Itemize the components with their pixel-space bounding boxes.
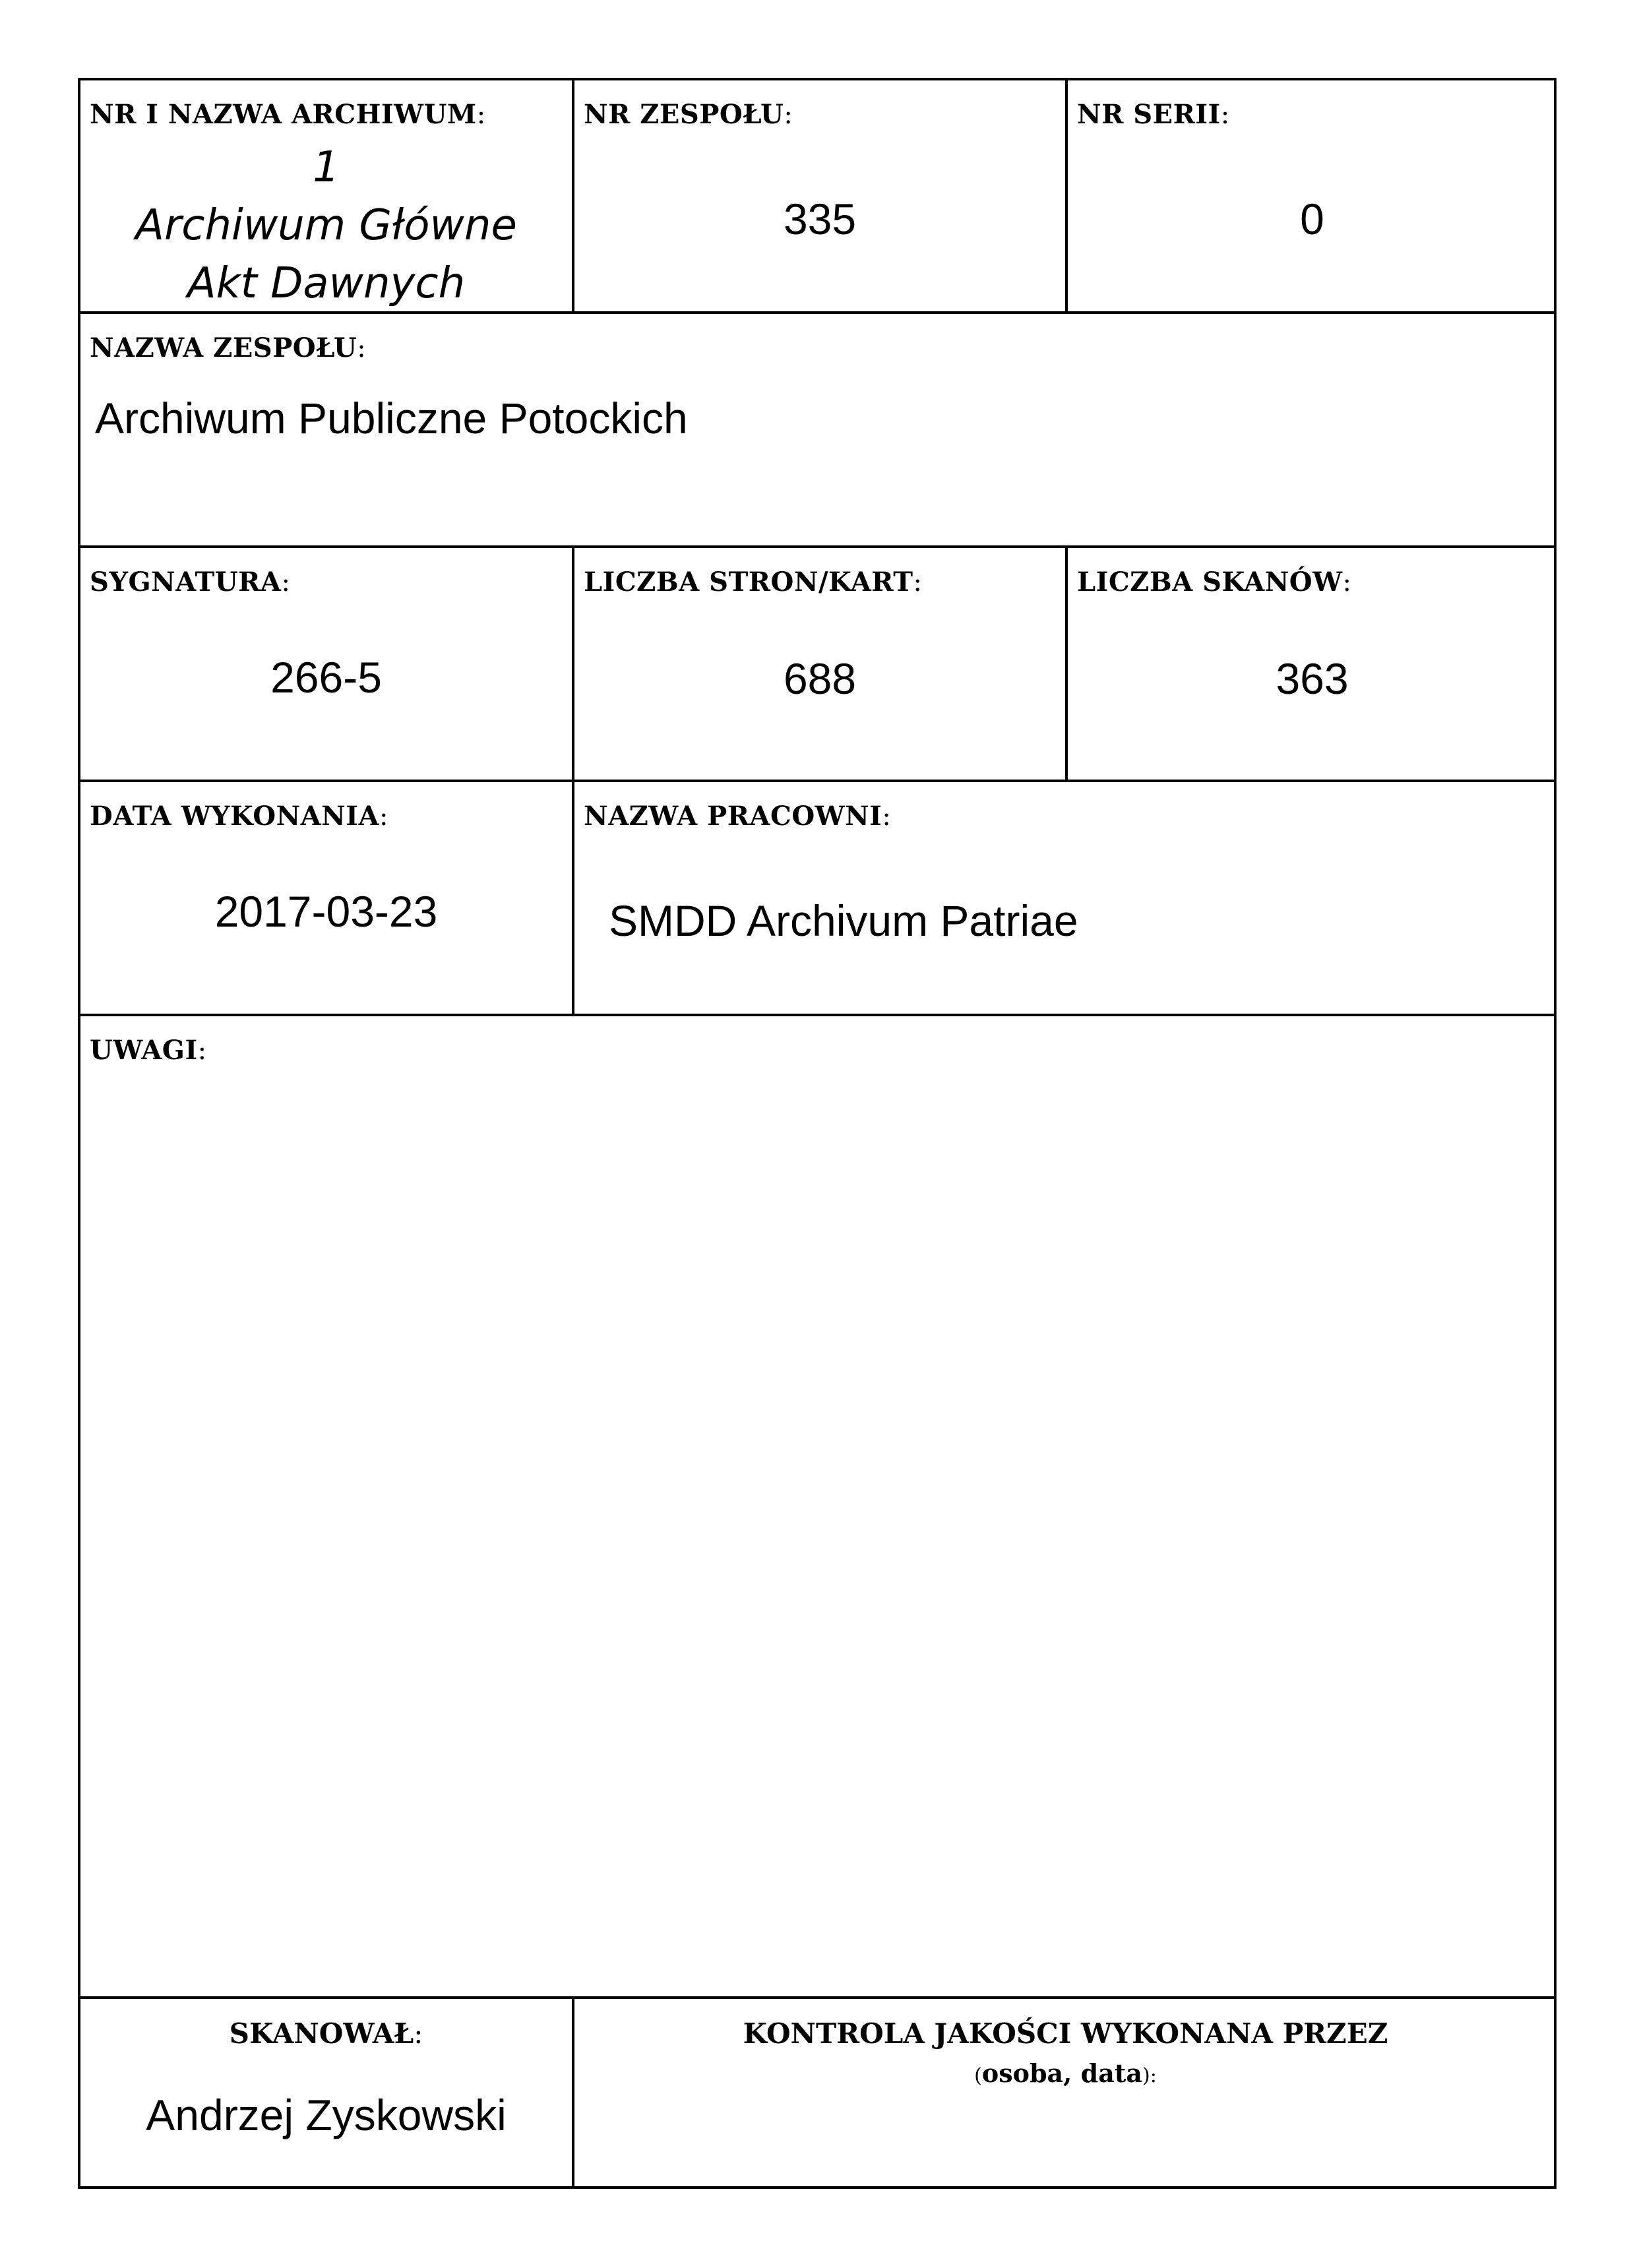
archive-name-line1: Archiwum Główne — [135, 201, 517, 250]
scanned-by-value: Andrzej Zyskowski — [146, 2091, 507, 2139]
fonds-name-value: Archiwum Publiczne Potockich — [95, 394, 688, 443]
pages-value: 688 — [783, 654, 857, 703]
archive-label: NR I NAZWA ARCHIWUM: — [90, 99, 486, 130]
scanned-by-label: SKANOWAŁ: — [229, 2017, 423, 2050]
studio-cell — [574, 782, 1557, 1014]
scans-cell — [1068, 548, 1557, 780]
pages-label: LICZBA STRON/KART: — [584, 567, 923, 598]
fonds-number-label: NR ZESPOŁU: — [584, 99, 793, 130]
series-number-cell — [1068, 80, 1557, 311]
archive-number: 1 — [313, 143, 340, 192]
quality-control-cell — [574, 1999, 1557, 2189]
quality-control-label: KONTROLA JAKOŚCI WYKONANA PRZEZ — [743, 2017, 1388, 2050]
fonds-number-value: 335 — [783, 195, 857, 243]
archive-name-line2: Akt Dawnych — [187, 259, 466, 308]
quality-control-sublabel: (osoba, data): — [974, 2058, 1157, 2088]
scans-label: LICZBA SKANÓW: — [1077, 567, 1352, 598]
notes-label: UWAGI: — [90, 1035, 207, 1066]
studio-label: NAZWA PRACOWNI: — [584, 801, 892, 832]
series-number-value: 0 — [1300, 195, 1324, 243]
fonds-number-cell — [574, 80, 1065, 311]
signature-value: 266-5 — [270, 653, 382, 702]
pages-cell — [574, 548, 1065, 780]
fonds-name-label: NAZWA ZESPOŁU: — [90, 332, 367, 363]
archive-cell — [80, 80, 572, 311]
notes-cell — [80, 1016, 1557, 1996]
fonds-name-cell — [80, 314, 1557, 545]
date-label: DATA WYKONANIA: — [90, 801, 388, 832]
date-value: 2017-03-23 — [214, 887, 438, 936]
metadata-form — [78, 78, 1557, 2189]
scanned-by-cell — [80, 1999, 572, 2189]
signature-label: SYGNATURA: — [90, 567, 291, 598]
studio-value: SMDD Archivum Patriae — [609, 896, 1078, 945]
signature-cell — [80, 548, 572, 780]
archive-name — [80, 138, 572, 313]
scans-value: 363 — [1276, 654, 1349, 703]
date-cell — [80, 782, 572, 1014]
series-number-label: NR SERII: — [1077, 99, 1230, 130]
